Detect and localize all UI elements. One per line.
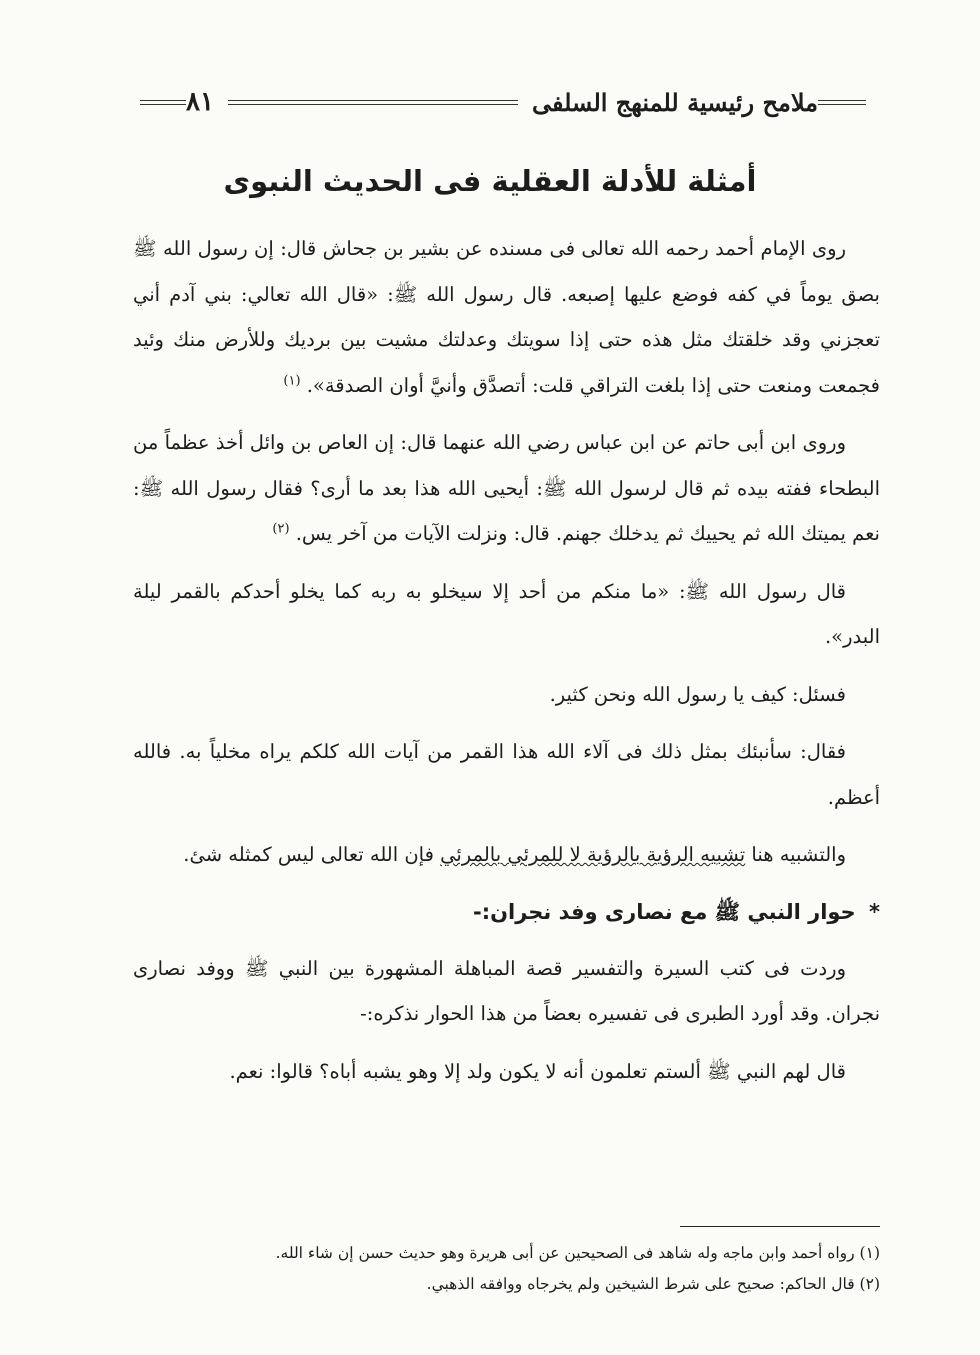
paragraph-answer: فقال: سأنبئك بمثل ذلك فى آلاء الله هذا القمر من آيات الله كلكم يراه مخلياً به. فالله أعظم. — [133, 740, 880, 809]
paragraph-moon-hadith: قال رسول الله ﷺ: «ما منكم من أحد إلا سيخلو به ربه كما يخلو أحدكم بالقمر ليلة البدر». — [133, 579, 880, 648]
paragraph-ibn-abi-hatim — [133, 420, 880, 557]
header-rule-left — [140, 100, 186, 105]
footnote-divider — [680, 1226, 880, 1227]
paragraph-ahmad-hadith — [133, 226, 880, 408]
paragraph-question: فسئل: كيف يا رسول الله ونحن كثير. — [549, 682, 846, 706]
underlined-phrase: تشبيه الرؤية بالرؤية لا للمرئي بالمرئي — [440, 843, 746, 866]
section-subheading — [133, 890, 880, 934]
footnote-2: (٢) قال الحاكم: صحيح على شرط الشيخين ولم يخرجاه ووافقه الذهبي. — [426, 1275, 880, 1293]
text-before: والتشبيه هنا — [745, 843, 846, 866]
paragraph-text: وروى ابن أبى حاتم عن ابن عباس رضي الله عنهما قال: إن العاص بن وائل أخذ عظماً من البطحاء ففته بيده ثم قال لرسول الله ﷺ: أيحيى الله هذا بعد ما أرى؟ فقال رسول الله ﷺ: نعم يميتك الله ثم يحييك ثم يدخلك جهنم. قال: ونزلت الآيات من آخر يس. — [133, 431, 880, 545]
page-number: ٨١ — [186, 87, 214, 117]
header-title: ملامح رئيسية للمنهج السلفى — [531, 87, 818, 117]
text-after: فإن الله تعالى ليس كمثله شئ. — [183, 843, 441, 866]
subheading-text: حوار النبي ﷺ مع نصارى وفد نجران:- — [473, 899, 856, 924]
paragraph-dialogue: قال لهم النبي ﷺ ألستم تعلمون أنه لا يكون ولد إلا وهو يشبه أباه؟ قالوا: نعم. — [229, 1059, 846, 1083]
header-rule-middle — [228, 100, 518, 105]
asterisk-icon: * — [869, 899, 880, 924]
body-text — [133, 226, 880, 1106]
footnote-ref: (٢) — [272, 521, 290, 537]
running-header — [130, 84, 880, 120]
paragraph-text: روى الإمام أحمد رحمه الله تعالى فى مسنده عن بشير بن جحاش قال: إن رسول الله ﷺ بصق يوماً في كفه فوضع عليها إصبعه. قال رسول الله ﷺ: «قال الله تعالي: بني آدم أني تعجزني وقد خلقتك مثل هذه حتى إذا سويتك وعدلتك مشيت بين برديك وللأرض منك وئيد فجمعت ومنعت حتى إذا بلغت التراقي قلت: أتصدَّق وأنيَّ أوان الصدقة». — [133, 237, 880, 397]
paragraph-comparison — [133, 832, 880, 878]
footnote-ref: (١) — [283, 373, 301, 388]
paragraph-mubahala: وردت فى كتب السيرة والتفسير قصة المباهلة المشهورة بين النبي ﷺ ووفد نصارى نجران. وقد أورد الطبرى فى تفسيره بعضاً من هذا الحوار نذكره:- — [133, 956, 880, 1025]
footnote-1: (١) رواه أحمد وابن ماجه وله شاهد فى الصحيحين عن أبى هريرة وهو حديث حسن إن شاء الله. — [275, 1244, 880, 1262]
header-rule-right — [818, 100, 866, 105]
chapter-title: أمثلة للأدلة العقلية فى الحديث النبوى — [223, 164, 757, 198]
footnotes — [130, 1238, 880, 1300]
